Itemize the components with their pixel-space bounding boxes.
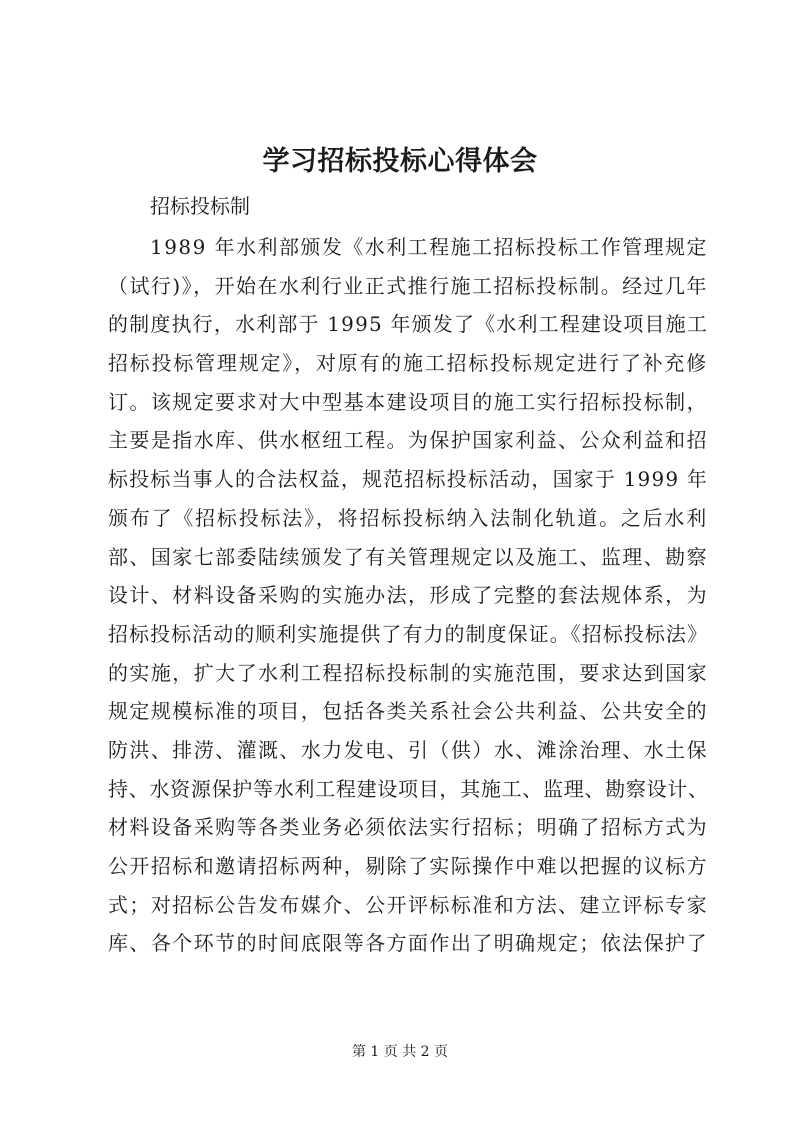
text-line: 的实施，扩大了水利工程招标投标制的实施范围，要求达到国家 bbox=[108, 660, 708, 685]
section-heading: 招标投标制 bbox=[150, 194, 250, 218]
text-line: 规定规模标准的项目，包括各类关系社会公共利益、公共安全的 bbox=[108, 699, 708, 724]
text-line: 招标投标活动的顺利实施提供了有力的制度保证。《招标投标法》 bbox=[108, 621, 708, 646]
text-line: 主要是指水库、供水枢纽工程。为保护国家利益、公众利益和招 bbox=[108, 428, 708, 453]
text-line: 订。该规定要求对大中型基本建设项目的施工实行招标投标制， bbox=[108, 389, 708, 414]
text-line: 公开招标和邀请招标两种，剔除了实际操作中难以把握的议标方 bbox=[108, 854, 708, 878]
text-line: 材料设备采购等各类业务必须依法实行招标；明确了招标方式为 bbox=[108, 815, 708, 840]
text-line: 的制度执行，水利部于 1995 年颁发了《水利工程建设项目施工 bbox=[108, 312, 708, 337]
text-line: 部、国家七部委陆续颁发了有关管理规定以及施工、监理、勘察 bbox=[108, 544, 708, 569]
text-line: 式；对招标公告发布媒介、公开评标标准和方法、建立评标专家 bbox=[108, 892, 708, 917]
text-line: 招标投标管理规定》，对原有的施工招标投标规定进行了补充修 bbox=[108, 351, 708, 376]
text-line: 标投标当事人的合法权益，规范招标投标活动，国家于 1999 年 bbox=[108, 467, 708, 492]
text-line: （试行)》，开始在水利行业正式推行施工招标投标制。经过几年 bbox=[108, 273, 708, 298]
text-line: 设计、材料设备采购的实施办法，形成了完整的套法规体系，为 bbox=[108, 583, 708, 608]
text-line: 颁布了《招标投标法》，将招标投标纳入法制化轨道。之后水利 bbox=[108, 505, 708, 530]
text-line: 防洪、排涝、灌溉、水力发电、引（供）水、滩涂治理、水土保 bbox=[108, 737, 708, 762]
text-line: 1989 年水利部颁发《水利工程施工招标投标工作管理规定 bbox=[150, 235, 708, 259]
text-line: 持、水资源保护等水利工程建设项目，其施工、监理、勘察设计、 bbox=[108, 776, 709, 801]
text-line: 库、各个环节的时间底限等各方面作出了明确规定；依法保护了 bbox=[108, 931, 708, 956]
document-title: 学习招标投标心得体会 bbox=[262, 146, 538, 177]
page-number: 第 1 页 共 2 页 bbox=[351, 1044, 449, 1060]
body-paragraph bbox=[108, 228, 708, 963]
